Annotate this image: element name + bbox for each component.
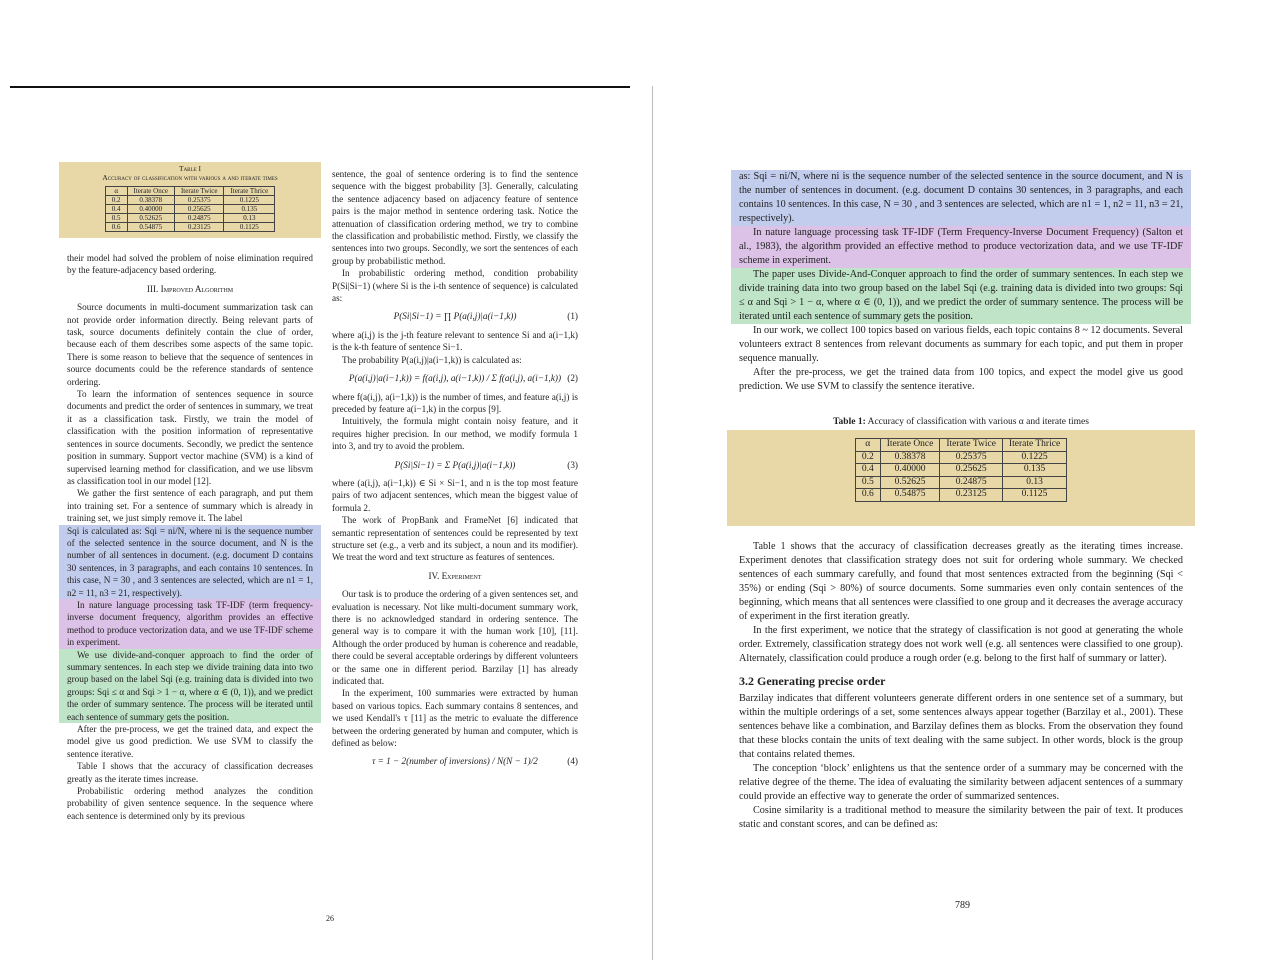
paragraph: Intuitively, the formula might contain noisy feature, and it requires higher precision. In our method, we modify formula 1 into 3, and try to avoid the problem. [332, 416, 578, 452]
paragraph: Cosine similarity is a traditional method to measure the similarity between the pair of text. It produces static and constant scores, and can be defined as: [739, 804, 1183, 830]
page-number: 26 [326, 914, 334, 923]
table-row [855, 451, 1066, 464]
table-header-cell: Iterate Once [880, 439, 940, 452]
table-cell: 0.13 [1002, 476, 1066, 489]
highlight-purple [731, 226, 1191, 268]
table-cell: 0.135 [224, 205, 275, 214]
table-cell: 0.38378 [127, 196, 174, 205]
table-cell: 0.6 [105, 223, 127, 232]
paragraph: In probabilistic ordering method, condition probability P(Si|Si−1) (where Si is the i-th sentence of sequence) is calculated as: [332, 268, 578, 304]
section-heading: IV. Experiment [428, 570, 482, 581]
right-column [739, 170, 1183, 832]
left-page [10, 86, 630, 962]
table-cell: 0.6 [855, 489, 880, 502]
highlight-blue [59, 525, 321, 599]
table-cell: 0.38378 [880, 451, 940, 464]
table-cell: 0.25625 [174, 205, 224, 214]
table-header-cell: Iterate Thrice [1002, 439, 1066, 452]
paragraph: Probabilistic ordering method analyzes the condition probability of given sentence sequence. In the sequence where each sentence is determined only by its previous [67, 786, 313, 821]
paragraph: sentence, the goal of sentence ordering is to find the sentence sequence with the biggest probability [3]. Generally, calculating the sentence adjacency based on adjacency feature of sentence pairs is the major method in sentence ordering task. Notice the attenuation of classification ordering method, we try to combine the classification and probabilistic method. Firstly, we classify the sentences into two groups. Secondly, we sort the sentences of each group by probabilistic method. [332, 169, 578, 266]
table-header-row [105, 187, 274, 196]
table-header-cell: Iterate Thrice [224, 187, 275, 196]
paragraph: Barzilay indicates that different volunteers generate different orders in one sentence set of a summary, but within the multiple orderings of a set, some sentences always appear together (Barzilay et al., 2001). These sentences behave like a combination, and Barzilay defines them as blocks. From the observation they found that these blocks contain the units of text dealing with the same subject. In other words, block is the group that contains related themes. [739, 692, 1183, 760]
table-cell: 0.13 [224, 214, 275, 223]
equation-2 [332, 372, 578, 384]
highlighted-paragraph: The paper uses Divide-And-Conquer approach to find the order of summary sentences. In each step we divide training data into two group based on the label Sqi (e.g. training data is divided into two groups: Sqi ≤ α and Sqi > 1 − α, where α ∈ (0, 1)), and we predict the order of summary sentence. The process will be iterated until each sentence of summary gets the position. [739, 269, 1183, 322]
equation-body: P(Si|Si−1) = ∏ P(a(i,j)|a(i−1,k)) [393, 311, 517, 322]
subsection-heading: 3.2 Generating precise order [739, 673, 886, 688]
table-row [105, 214, 274, 223]
table-cell: 0.40000 [880, 464, 940, 477]
highlight-green [731, 268, 1191, 324]
paragraph: In the first experiment, we notice that the strategy of classification is not good at generating the whole order. Extremely, classification strategy does not work well (e.g. all sentences were classified to one group). Alternately, classification could produce a rough order (e.g. belong to the first half of summary or latter). [739, 624, 1183, 664]
paragraph: The probability P(a(i,j)|a(i−1,k)) is calculated as: [342, 354, 522, 365]
table-caption-label: Table 1: [833, 417, 866, 427]
paragraph: Table I shows that the accuracy of classification decreases greatly as the iterate times increase. [67, 761, 313, 784]
highlighted-paragraph: as: Sqi = ni/N, where ni is the sequence number of the selected sentence in the source document, and N is the number of sentences in document. (e.g. document D contains 30 sentences, in 3 paragraphs, and each contains 10 sentences. In this case, N = 30 , and 3 sentences are selected, which are n1 = 1, n2 = 11, n3 = 21, respectively). [739, 171, 1183, 224]
table-cell: 0.23125 [940, 489, 1003, 502]
table-cell: 0.1125 [224, 223, 275, 232]
highlighted-paragraph: We use divide-and-conquer approach to find the order of summary sentences. In each step we divide training data into two group based on the label Sqi (e.g. training data is divided into two groups: Sqi ≤ α and Sqi > 1 − α, where α ∈ (0, 1)), and we predict the order of summary sentence. The process will be iterated until each sentence of summary gets the position. [67, 649, 313, 722]
equation-body: τ = 1 − 2(number of inversions) / N(N − 1)/2 [372, 756, 538, 767]
highlight-green [59, 649, 321, 723]
table-cell: 0.1225 [224, 196, 275, 205]
table-row [105, 196, 274, 205]
equation-body: P(a(i,j)|a(i−1,k)) = f(a(i,j), a(i−1,k)) / Σ f(a(i,j), a(i−1,k)) [348, 373, 562, 384]
highlight-purple [59, 599, 321, 649]
paragraph: After the pre-process, we get the trained data, and expect the model give us good prediction. We use SVM to classify the sentence iterative. [67, 724, 313, 759]
table-header-row [855, 439, 1066, 452]
table-cell: 0.2 [105, 196, 127, 205]
paragraph: The work of PropBank and FrameNet [6] indicated that semantic representation of sentences could be represented by text structure set (e.g., a verb and its subject, a noun and its modifier). We treat the word and text structure as features of sentences. [332, 515, 578, 563]
paragraph: In our work, we collect 100 topics based on various fields, each topic contains 8 ~ 12 documents. Several volunteers extract 8 sentences from relevant documents as summary for each topic, and put them in proper sequence manually. [739, 325, 1183, 364]
table-cell: 0.24875 [940, 476, 1003, 489]
table-cell: 0.4 [105, 205, 127, 214]
paragraph: where a(i,j) is the j-th feature relevant to sentence Si and a(i−1,k) is the k-th feature of sentence Si−1. [332, 329, 578, 353]
paragraph: where (a(i,j), a(i−1,k)) ∈ Si × Si−1, and n is the top most feature pairs of two adjacent sentences, which mean the biggest value of formula 2. [332, 477, 578, 513]
table-row [105, 223, 274, 232]
section-heading: III. Improved Algorithm [146, 283, 234, 294]
table-cell: 0.25375 [940, 451, 1003, 464]
highlighted-paragraph: In nature language processing task TF-IDF (term frequency-inverse document frequency, algorithm provides an effective method to produce vectorization data, and we use TF-IDF scheme in experiment. [67, 599, 313, 648]
accuracy-table [105, 186, 275, 232]
table-cell: 0.24875 [174, 214, 224, 223]
right-page [652, 86, 1280, 960]
table-caption: Accuracy of classification with various α and iterate times [102, 173, 278, 182]
table-cell: 0.23125 [174, 223, 224, 232]
table-header-cell: α [105, 187, 127, 196]
table-header-cell: α [855, 439, 880, 452]
table-cell: 0.25375 [174, 196, 224, 205]
table-highlight [727, 430, 1195, 526]
page-number: 789 [955, 900, 970, 911]
highlighted-paragraph: In nature language processing task TF-IDF (Term Frequency-Inverse Document Frequency) (Salton et al., 1983), the algorithm provided an effective method to produce vectorization data, and we use TF-IDF scheme in experiment. [739, 227, 1183, 266]
table-highlight [59, 162, 321, 238]
paragraph: The conception ‘block’ enlightens us that the sentence order of a summary may be concerned with the relative degree of the theme. The idea of evaluating the similarity between adjacent sentences of a summary could provide an effective way to generate the order of summarized sentences. [739, 762, 1183, 802]
table-caption-text: Accuracy of classification with various α and iterate times [867, 417, 1089, 427]
table-cell: 0.135 [1002, 464, 1066, 477]
table-cell: 0.52625 [127, 214, 174, 223]
left-column-2 [332, 168, 578, 774]
paragraph: where f(a(i,j), a(i−1,k)) is the number of times, and feature a(i,j) is preceded by feature a(i−1,k) in the corpus [9]. [332, 391, 578, 414]
table-cell: 0.54875 [880, 489, 940, 502]
highlighted-paragraph: Sqi is calculated as: Sqi = ni/N, where ni is the sequence number of the selected sentence in the source document, and N is the number of all sentences in document. (e.g. document D contains 30 sentences, in 3 paragraphs, and each contains 10 sentences. In this case, N = 30 , and 3 sentences are selected, which are n1 = 1, n2 = 11, n3 = 21, respectively). [67, 525, 313, 598]
table-header-cell: Iterate Twice [174, 187, 224, 196]
highlight-blue [731, 170, 1191, 226]
table-cell: 0.25625 [940, 464, 1003, 477]
equation-number: (1) [567, 311, 578, 322]
equation-number: (4) [567, 756, 578, 767]
paragraph: In the experiment, 100 summaries were extracted by human based on various topics. Each summary contains 8 sentences, and we used Kendall's τ [11] as the metric to evaluate the difference between the ordering generated by human and computer, which is defined as below: [332, 688, 578, 749]
left-column-1 [67, 162, 313, 822]
paragraph: Our task is to produce the ordering of a given sentences set, and evaluation is necessary. Not like multi-document summary work, there is no acknowledged standard in ordering sentence. The general way is to compare it with the human work [10], [11]. Although the order produced by human is coherence and readable, there could be several acceptable orderings by different volunteers or the same one in different period. Barzilay [1] has already indicated that. [332, 589, 578, 687]
accuracy-table [855, 438, 1067, 502]
table-row [105, 205, 274, 214]
table-row [855, 464, 1066, 477]
equation-number: (3) [567, 459, 578, 470]
table-header-cell: Iterate Once [127, 187, 174, 196]
equation-3 [332, 459, 578, 471]
table-caption [739, 416, 1183, 428]
equation-number: (2) [567, 373, 578, 384]
table-cell: 0.5 [855, 476, 880, 489]
table-cell: 0.1225 [1002, 451, 1066, 464]
paragraph: We gather the first sentence of each paragraph, and put them into training set. For a sentence of summary which is already in training set, we just simply remove it. The label [67, 488, 313, 524]
table-row [855, 476, 1066, 489]
equation-4 [332, 755, 578, 767]
paragraph: Table 1 shows that the accuracy of classification decreases greatly as the iterating times increase. Experiment denotes that classification strategy does not suit for ordering whole summary. We checked sentences of each summary carefully, and found that most sentences extracted from the beginning (Sqi < 35%) or ending (Sqi > 80%) of source documents. Some summaries even only contain sentences of the beginning, which means that all sentences were classified to one group and it decreases the average accuracy of experiment in the first iteration greatly. [739, 540, 1183, 622]
table-cell: 0.5 [105, 214, 127, 223]
table-header-cell: Iterate Twice [940, 439, 1003, 452]
paragraph: their model had solved the problem of noise elimination required by the feature-adjacency based ordering. [67, 253, 313, 276]
table-cell: 0.2 [855, 451, 880, 464]
table-cell: 0.52625 [880, 476, 940, 489]
table-cell: 0.1125 [1002, 489, 1066, 502]
table-cell: 0.54875 [127, 223, 174, 232]
equation-body: P(Si|Si−1) = Σ P(a(i,j)|a(i−1,k)) [394, 459, 516, 470]
table-title: Table I [178, 164, 201, 173]
paragraph: To learn the information of sentences sequence in source documents and predict the order of sentences in summary, we treat it as a classification task. Firstly, we train the model of classification with the position information of representative sentences in source documents. Secondly, we predict the sentence position in summary. Support vector machine (SVM) is a kind of supervised learning method for classification, and we use libsvm as classification tool in our model [12]. [67, 389, 313, 486]
table-cell: 0.40000 [127, 205, 174, 214]
paragraph: Source documents in multi-document summarization task can not provide order information directly. Being relevant parts of task, source documents definitely contain the clue of order, because each of them describes some aspects of the same topic. There is some reason to believe that the sequence of sentences in source documents could be the reference standards of sentence ordering. [67, 302, 313, 387]
paragraph: After the pre-process, we get the trained data from 100 topics, and expect the model give us good prediction. We use SVM to classify the sentence iterative. [739, 367, 1183, 392]
table-row [855, 489, 1066, 502]
equation-1 [332, 310, 578, 322]
table-cell: 0.4 [855, 464, 880, 477]
